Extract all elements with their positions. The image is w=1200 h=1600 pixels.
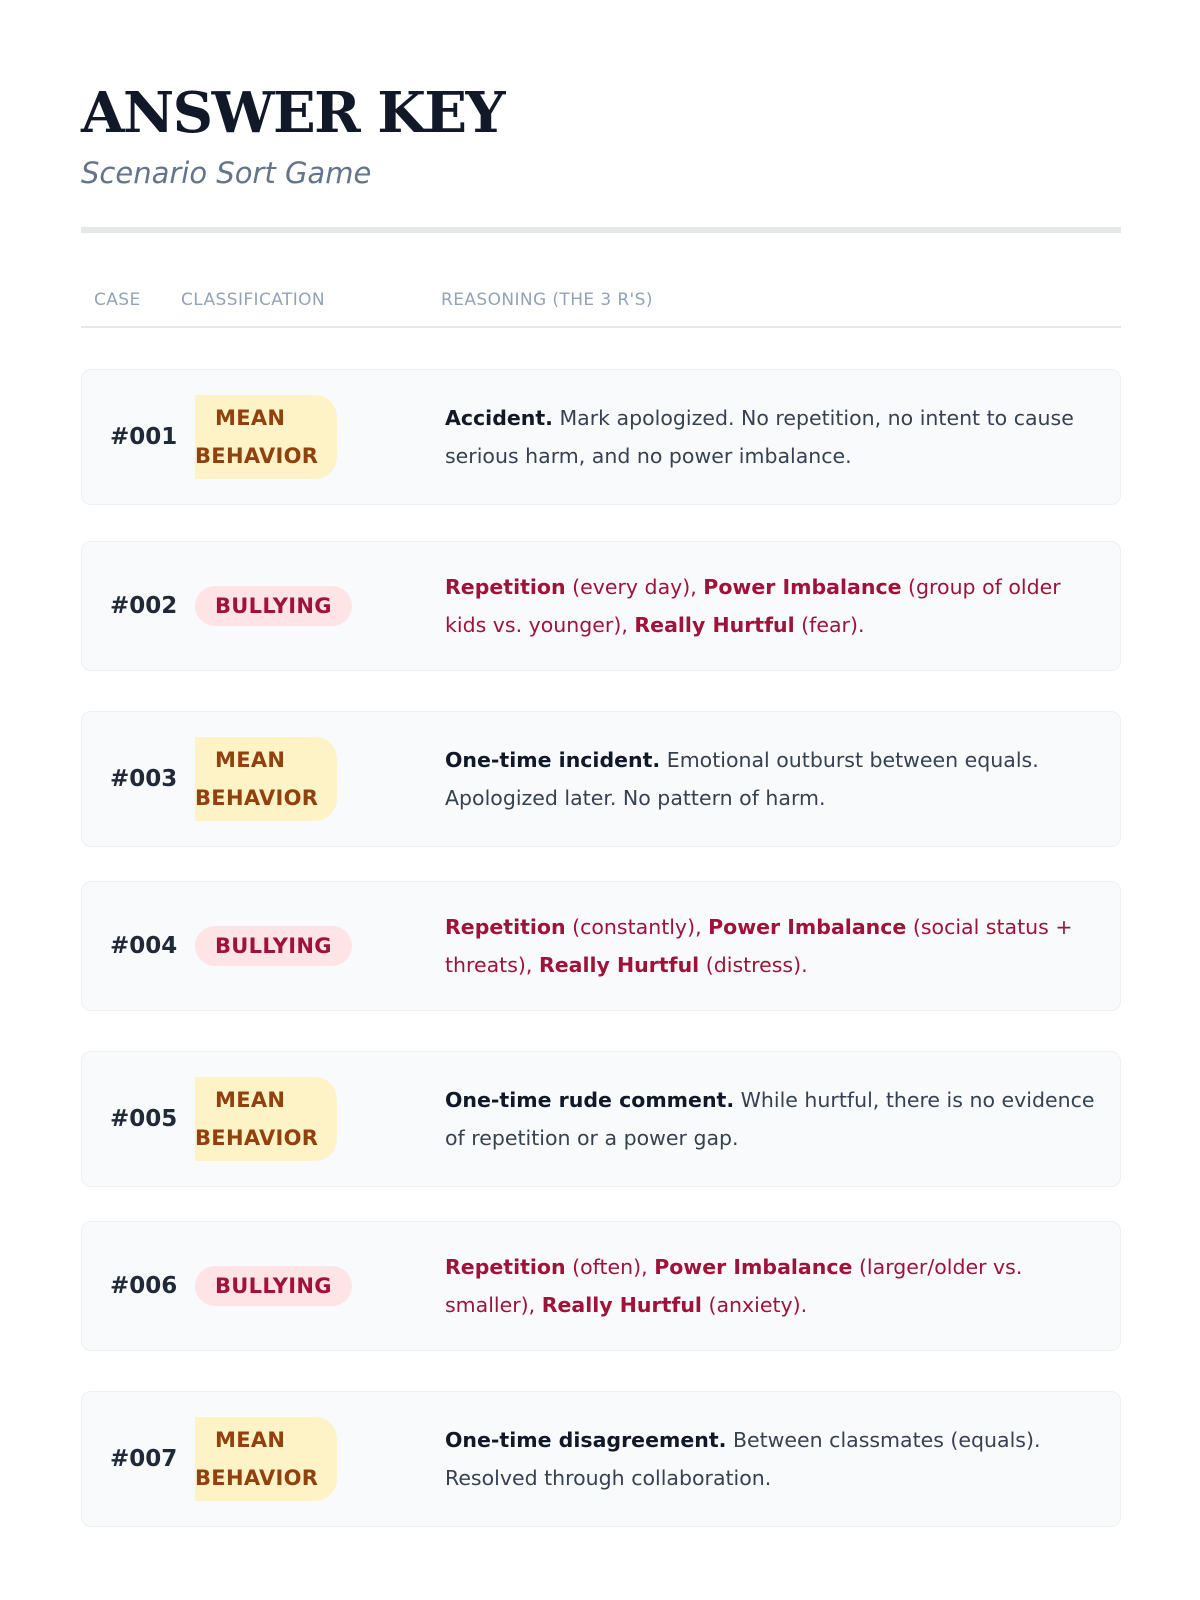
- reasoning-keyword: Repetition: [445, 1255, 566, 1279]
- answer-row: [81, 1391, 1121, 1527]
- reasoning-detail: While hurtful, there is no evidence of repetition or a power gap.: [445, 1088, 1095, 1150]
- reasoning-keyword: Really Hurtful: [541, 1293, 702, 1317]
- classification-badge-bullying: BULLYING: [195, 1266, 352, 1306]
- classification-badge-mean-behavior: MEAN BEHAVIOR: [195, 737, 337, 821]
- title-divider: [81, 227, 1121, 233]
- reasoning-detail: Mark apologized. No repetition, no intent to cause serious harm, and no power imbalance.: [445, 406, 1074, 468]
- reasoning-keyword: One-time incident.: [445, 748, 661, 772]
- reasoning-keyword: Accident.: [445, 406, 553, 430]
- reasoning-keyword: Repetition: [445, 915, 566, 939]
- column-header-reasoning: REASONING (THE 3 R'S): [441, 290, 653, 310]
- reasoning-detail: Emotional outburst between equals. Apologized later. No pattern of harm.: [445, 748, 1039, 810]
- reasoning-text: [445, 1421, 1095, 1497]
- answer-row: [81, 711, 1121, 847]
- reasoning-detail: (social status + threats),: [445, 915, 1073, 977]
- classification-badge-mean-behavior: MEAN BEHAVIOR: [195, 395, 337, 479]
- reasoning-keyword: Power Imbalance: [703, 575, 902, 599]
- reasoning-text: [445, 568, 1095, 644]
- reasoning-detail: (every day),: [565, 575, 704, 599]
- reasoning-text: [445, 908, 1095, 984]
- case-number: #007: [110, 1446, 178, 1472]
- answer-row: [81, 881, 1121, 1011]
- reasoning-detail: (fear).: [794, 613, 865, 637]
- answer-row: [81, 1051, 1121, 1187]
- reasoning-keyword: Power Imbalance: [708, 915, 907, 939]
- page-title: ANSWER KEY: [81, 80, 505, 146]
- column-header-case: CASE: [94, 290, 141, 310]
- reasoning-keyword: Repetition: [445, 575, 566, 599]
- answer-row: [81, 369, 1121, 505]
- reasoning-text: [445, 399, 1095, 475]
- case-number: #001: [110, 424, 178, 450]
- reasoning-detail: (constantly),: [565, 915, 709, 939]
- reasoning-keyword: Power Imbalance: [654, 1255, 853, 1279]
- reasoning-text: [445, 1248, 1095, 1324]
- answer-row: [81, 1221, 1121, 1351]
- classification-badge-mean-behavior: MEAN BEHAVIOR: [195, 1077, 337, 1161]
- reasoning-keyword: Really Hurtful: [634, 613, 795, 637]
- classification-badge-bullying: BULLYING: [195, 926, 352, 966]
- reasoning-keyword: One-time disagreement.: [445, 1428, 727, 1452]
- table-header: [81, 278, 1121, 328]
- column-header-classification: CLASSIFICATION: [181, 290, 326, 310]
- classification-badge-bullying: BULLYING: [195, 586, 352, 626]
- case-number: #005: [110, 1106, 178, 1132]
- reasoning-detail: (group of older kids vs. younger),: [445, 575, 1061, 637]
- reasoning-keyword: Really Hurtful: [538, 953, 700, 977]
- reasoning-detail: (often),: [565, 1255, 655, 1279]
- reasoning-detail: (distress).: [699, 953, 808, 977]
- page-subtitle: Scenario Sort Game: [81, 156, 372, 190]
- case-number: #006: [110, 1273, 178, 1299]
- answer-row: [81, 541, 1121, 671]
- reasoning-detail: Between classmates (equals). Resolved through collaboration.: [445, 1428, 1041, 1490]
- reasoning-detail: (anxiety).: [701, 1293, 808, 1317]
- reasoning-keyword: One-time rude comment.: [445, 1088, 735, 1112]
- case-number: #003: [110, 766, 178, 792]
- reasoning-text: [445, 741, 1095, 817]
- classification-badge-mean-behavior: MEAN BEHAVIOR: [195, 1417, 337, 1501]
- reasoning-text: [445, 1081, 1095, 1157]
- case-number: #002: [110, 593, 178, 619]
- reasoning-detail: (larger/older vs. smaller),: [445, 1255, 1023, 1317]
- case-number: #004: [110, 933, 178, 959]
